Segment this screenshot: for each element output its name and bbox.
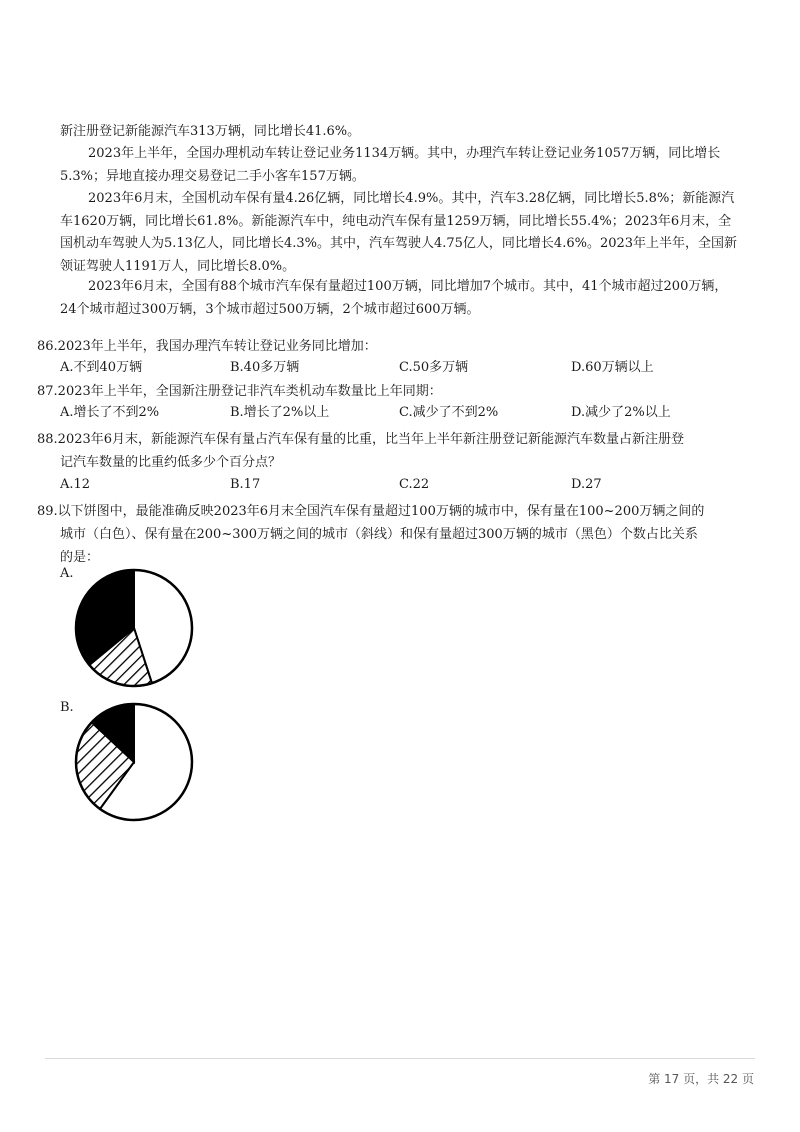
pie-a-label[interactable]: A. (60, 566, 74, 581)
question-88-stem-line-2: 记汽车数量的比重约低多少个百分点？ (60, 455, 282, 470)
q86-option-b[interactable]: B.40多万辆 (230, 360, 300, 375)
question-87-options (60, 402, 740, 424)
q86-option-c[interactable]: C.50多万辆 (399, 360, 469, 375)
page-number: 第 17 页，共 22 页 (648, 1072, 754, 1086)
footer-divider (45, 1058, 755, 1059)
pie-chart-b (72, 700, 196, 824)
question-88-options (60, 474, 740, 496)
q88-option-d[interactable]: D.27 (571, 477, 602, 492)
passage-paragraph-2: 2023年上半年，全国办理机动车转让登记业务1134万辆。其中，办理汽车转让登记业务1057万辆，同比增长5.3%；异地直接办理交易登记二手小客车157万辆。 (60, 146, 721, 184)
q88-option-b[interactable]: B.17 (230, 477, 261, 492)
q87-option-a[interactable]: A.增长了不到2% (60, 405, 160, 420)
pie-chart-a (72, 566, 196, 690)
q86-option-a[interactable]: A.不到40万辆 (60, 360, 143, 375)
question-88-stem-line-1: 88.2023年6月末，新能源汽车保有量占汽车保有量的比重，比当年上半年新注册登记新能源汽车数量占新注册登 (37, 432, 685, 447)
passage-line-1: 新注册登记新能源汽车313万辆，同比增长41.6%。 (60, 124, 361, 139)
question-89-stem-line-1: 89.以下饼图中，最能准确反映2023年6月末全国汽车保有量超过100万辆的城市中，保有量在100~200万辆之间的 (37, 504, 705, 519)
q88-option-c[interactable]: C.22 (399, 477, 430, 492)
passage-paragraph-4: 2023年6月末，全国有88个城市汽车保有量超过100万辆，同比增加7个城市。其中，41个城市超过200万辆，24个城市超过300万辆，3个城市超过500万辆，2个城市超过600万辆。 (60, 279, 728, 317)
question-86-options (60, 357, 740, 379)
pie-b-label[interactable]: B. (60, 700, 74, 715)
q88-option-a[interactable]: A.12 (60, 477, 91, 492)
question-89-stem-line-3: 的是： (60, 550, 100, 565)
question-87-stem: 87.2023年上半年，全国新注册登记非汽车类机动车数量比上年同期： (37, 384, 442, 399)
q86-option-d[interactable]: D.60万辆以上 (571, 360, 654, 375)
q87-option-d[interactable]: D.减少了2%以上 (571, 405, 671, 420)
q87-option-b[interactable]: B.增长了2%以上 (230, 405, 330, 420)
q87-option-c[interactable]: C.减少了不到2% (399, 405, 499, 420)
question-86-stem: 86.2023年上半年，我国办理汽车转让登记业务同比增加： (37, 339, 377, 354)
question-89-stem-line-2: 城市（白色）、保有量在200~300万辆之间的城市（斜线）和保有量超过300万辆的城市（黑色）个数占比关系 (60, 527, 698, 542)
passage-paragraph-3: 2023年6月末，全国机动车保有量4.26亿辆，同比增长4.9%。其中，汽车3.28亿辆，同比增长5.8%；新能源汽车1620万辆，同比增长61.8%。新能源汽车中，纯电动汽车保有量1259万辆，同比增长55.4%；2023年6月末，全国机动车驾驶人为5.13亿人，同比增长4.3%。其中，汽车驾驶人4.75亿人，同比增长4.6%。2023年上半年，全国新领证驾驶人1191万人，同比增长8.0%。 (60, 191, 738, 274)
